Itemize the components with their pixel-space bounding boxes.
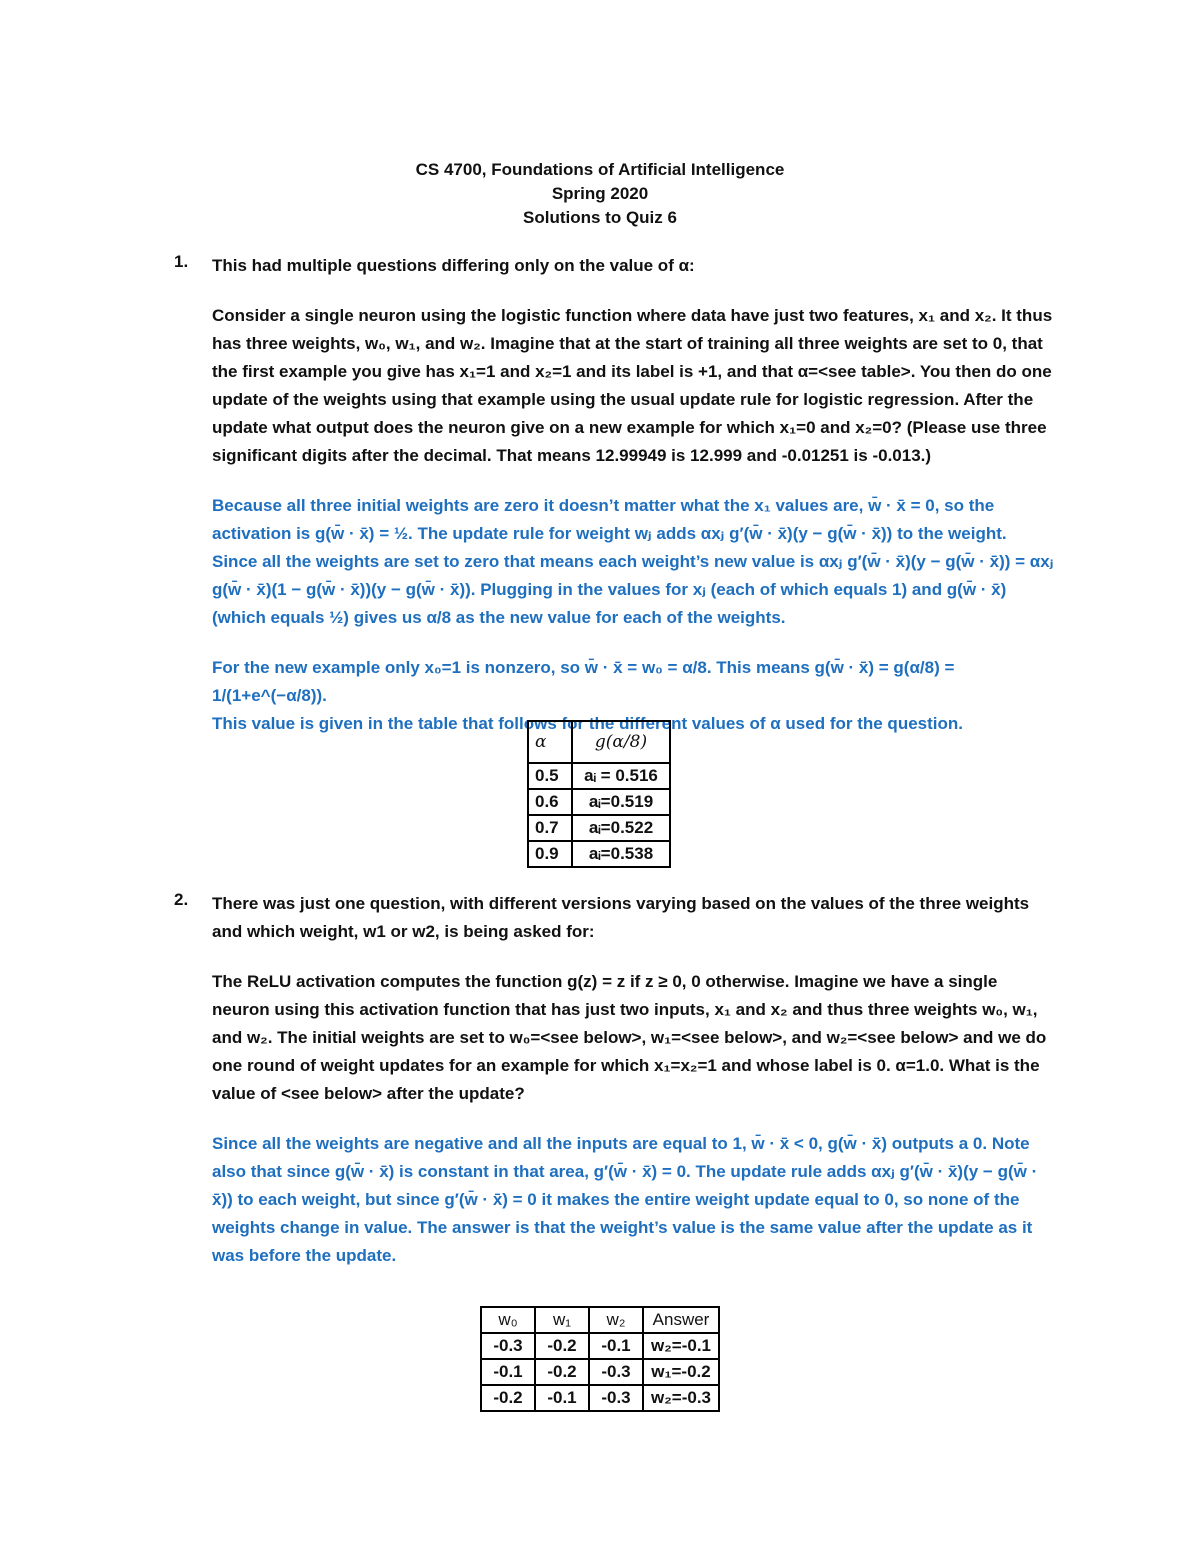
table-cell: -0.2: [535, 1333, 589, 1359]
column-header: w₁: [535, 1307, 589, 1333]
table-cell: 0.9: [528, 841, 572, 867]
answer-paragraph: Because all three initial weights are zero it doesn’t matter what the x₁ values are, w̄ · x̄ = 0, so the activation is g(w̄ · x̄) = ½. The update rule for weight wⱼ adds αxⱼ g′(w̄ · x̄)(y − g(w̄ · x̄)) to the weight. Since all the weights are set to zero that means each weight’s new value is αxⱼ g′(w̄ · x̄)(y − g(w̄ · x̄)) = αxⱼ g(w̄ · x̄)(1 − g(w̄ · x̄))(y − g(w̄ · x̄)). Plugging in the values for xⱼ (each of which equals 1) and g(w̄ · x̄) (which equals ½) gives us α/8 as the new value for each of the weights.: [212, 496, 1054, 627]
table-cell: -0.2: [535, 1359, 589, 1385]
question-prompt: The ReLU activation computes the function g(z) = z if z ≥ 0, 0 otherwise. Imagine we have a single neuron using this activation function that has just two inputs, x₁ and x₂ and thus three weights w₀, w₁, and w₂. The initial weights are set to w₀=<see below>, w₁=<see below>, and w₂=<see below> and we do one round of weight updates for an example for which x₁=x₂=1 and whose label is 0. α=1.0. What is the value of <see below> after the update?: [212, 972, 1047, 1103]
table-cell: 0.7: [528, 815, 572, 841]
table-cell: aᵢ=0.522: [572, 815, 670, 841]
question-intro: There was just one question, with different versions varying based on the values of the three weights and which weight, w1 or w2, is being asked for:: [212, 894, 1030, 941]
table-cell: -0.2: [481, 1385, 535, 1411]
column-header: w₂: [589, 1307, 643, 1333]
table-header-row: [481, 1307, 719, 1333]
weights-table: [480, 1306, 720, 1412]
column-header: g(α/8): [572, 721, 670, 763]
question-prompt: Consider a single neuron using the logistic function where data have just two features, x₁ and x₂. It thus has three weights, w₀, w₁, and w₂. Imagine that at the start of training all three weights are set to 0, that the first example you give has x₁=1 and x₂=1 and its label is +1, and that α=<see table>. You then do one update of the weights using that example using the usual update rule for logistic regression. After the update what output does the neuron give on a new example for which x₁=0 and x₂=0? (Please use three significant digits after the decimal. That means 12.99949 is 12.999 and -0.01251 is -0.013.): [212, 306, 1053, 465]
table-cell: -0.3: [589, 1359, 643, 1385]
question-number: 2.: [174, 890, 189, 909]
table-cell: w₁=-0.2: [643, 1359, 719, 1385]
table-cell: aᵢ=0.519: [572, 789, 670, 815]
table-cell: aᵢ = 0.516: [572, 763, 670, 789]
table-row: [528, 763, 670, 789]
alpha-table: [527, 720, 671, 868]
column-header: α: [528, 721, 572, 763]
table-cell: 0.6: [528, 789, 572, 815]
table-row: [481, 1333, 719, 1359]
column-header: Answer: [643, 1307, 719, 1333]
table-cell: -0.3: [589, 1385, 643, 1411]
table-row: [481, 1385, 719, 1411]
table-row: [528, 789, 670, 815]
table-row: [481, 1359, 719, 1385]
table-cell: -0.1: [535, 1385, 589, 1411]
table-row: [528, 841, 670, 867]
table-cell: w₂=-0.3: [643, 1385, 719, 1411]
document-title: Solutions to Quiz 6: [523, 208, 677, 227]
table-cell: aᵢ=0.538: [572, 841, 670, 867]
question-2: [174, 890, 1054, 1292]
table-cell: -0.3: [481, 1333, 535, 1359]
question-intro: This had multiple questions differing only on the value of α:: [212, 256, 695, 275]
table-row: [528, 815, 670, 841]
answer-paragraph: For the new example only x₀=1 is nonzero, so w̄ · x̄ = w₀ = α/8. This means g(w̄ · x̄) = g(α/8) = 1/(1+e^(−α/8)).: [212, 658, 955, 705]
table-cell: -0.1: [481, 1359, 535, 1385]
answer-paragraph: This value is given in the table that follows for the different values of α used for the question.: [212, 714, 963, 733]
column-header: w₀: [481, 1307, 535, 1333]
course-title: CS 4700, Foundations of Artificial Intelligence: [415, 160, 785, 179]
question-1: [174, 252, 1054, 760]
answer-paragraph: Since all the weights are negative and all the inputs are equal to 1, w̄ · x̄ < 0, g(w̄ · x̄) outputs a 0. Note also that since g(w̄ · x̄) is constant in that area, g′(w̄ · x̄) = 0. The update rule adds αxⱼ g′(w̄ · x̄)(y − g(w̄ · x̄)) to each weight, but since g′(w̄ · x̄) = 0 it makes the entire weight update equal to 0, so none of the weights change in value. The answer is that the weight’s value is the same value after the update as it was before the update.: [212, 1134, 1038, 1265]
table-cell: -0.1: [589, 1333, 643, 1359]
title-block: [0, 158, 1200, 230]
table-cell: w₂=-0.1: [643, 1333, 719, 1359]
table-header-row: [528, 721, 670, 763]
term: Spring 2020: [551, 184, 649, 203]
question-number: 1.: [174, 252, 189, 271]
table-cell: 0.5: [528, 763, 572, 789]
